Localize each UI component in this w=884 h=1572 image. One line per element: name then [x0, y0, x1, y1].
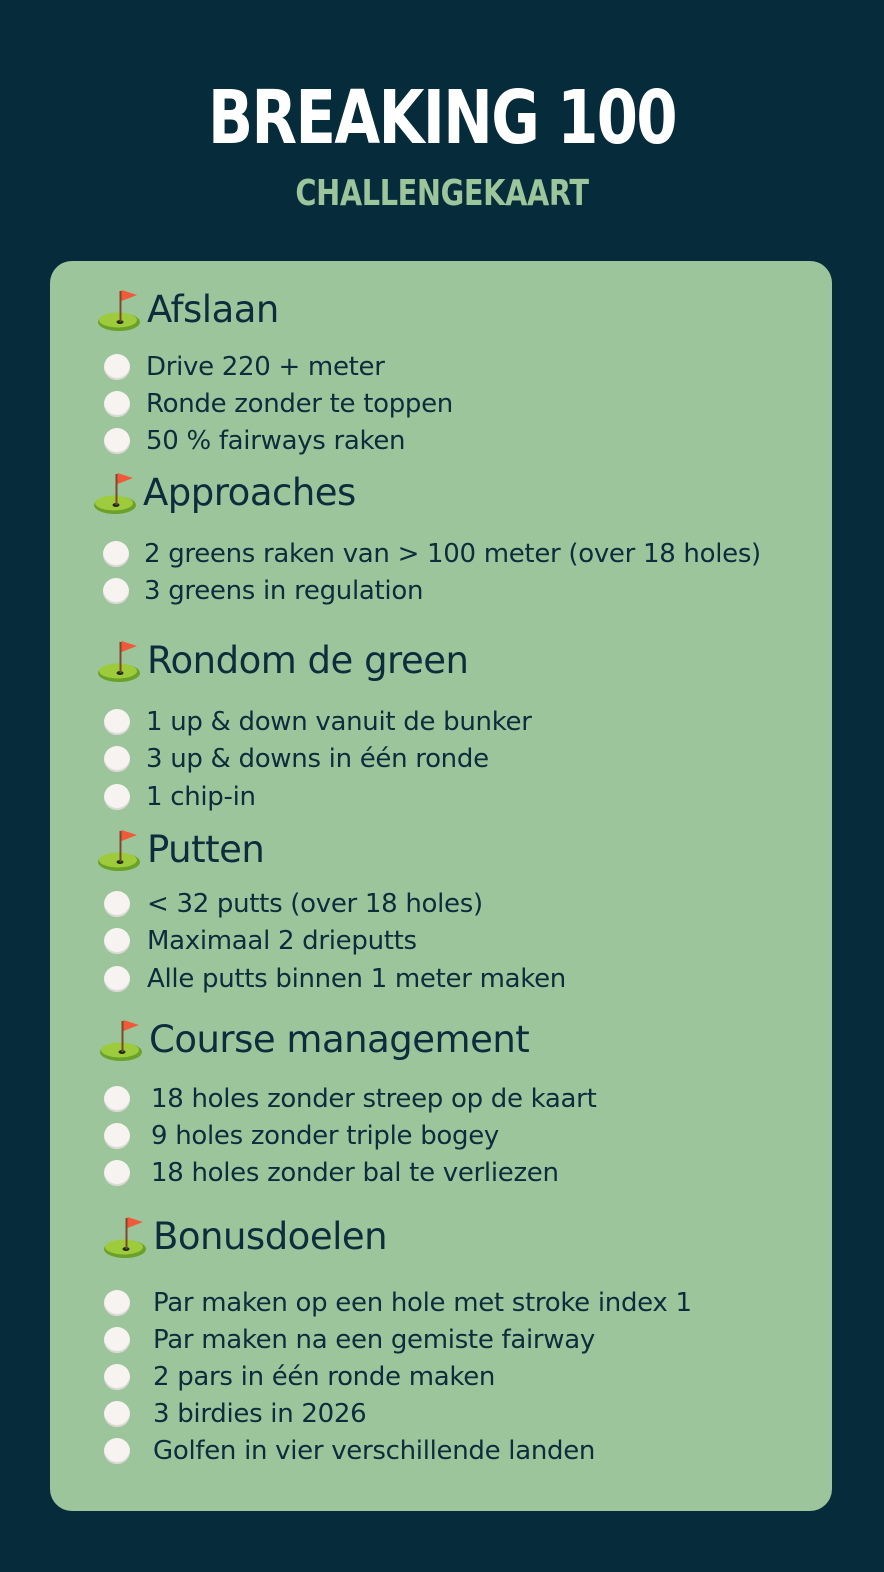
checkbox-circle-icon[interactable]: [104, 391, 130, 417]
section-title: Bonusdoelen: [153, 1215, 388, 1258]
checkbox-circle-icon[interactable]: [104, 709, 130, 735]
checkbox-circle-icon[interactable]: [104, 1123, 130, 1149]
checkbox-circle-icon[interactable]: [104, 928, 130, 954]
checklist-item-label: 9 holes zonder triple bogey: [151, 1121, 500, 1151]
golf-flag-icon: [96, 285, 146, 335]
checkbox-circle-icon[interactable]: [104, 1438, 130, 1464]
checklist-item-label: Par maken op een hole met stroke index 1: [153, 1288, 692, 1318]
checklist-item[interactable]: [104, 1359, 495, 1395]
page-title: BREAKING 100: [208, 75, 676, 161]
checkbox-circle-icon[interactable]: [104, 1364, 130, 1390]
checklist-item[interactable]: [104, 779, 256, 815]
checklist-item[interactable]: [104, 1433, 595, 1469]
golf-flag-icon: [96, 636, 146, 686]
checklist-item[interactable]: [104, 386, 453, 422]
checklist-item-label: 3 greens in regulation: [144, 576, 424, 606]
checklist-item[interactable]: [104, 349, 385, 385]
checklist-item-label: 2 pars in één ronde maken: [153, 1362, 496, 1392]
checkbox-circle-icon[interactable]: [104, 1086, 130, 1112]
checkbox-circle-icon[interactable]: [104, 966, 130, 992]
checklist-item[interactable]: [104, 961, 566, 997]
checklist-item[interactable]: [104, 1081, 596, 1117]
checklist-item-label: Par maken na een gemiste fairway: [153, 1325, 595, 1355]
section-header-rondom-de-green: [96, 636, 468, 686]
section-title: Course management: [149, 1018, 530, 1061]
checkbox-circle-icon[interactable]: [104, 428, 130, 454]
page-subtitle: CHALLENGEKAART: [295, 173, 589, 214]
checkbox-circle-icon[interactable]: [104, 1327, 130, 1353]
checklist-item-label: 18 holes zonder bal te verliezen: [151, 1158, 559, 1188]
checklist-item[interactable]: [104, 423, 405, 459]
checklist-item-label: Drive 220 + meter: [146, 352, 385, 382]
section-header-course-management: [98, 1015, 529, 1065]
section-header-putten: [96, 825, 264, 875]
golf-flag-icon: [96, 825, 146, 875]
checklist-item[interactable]: [104, 923, 417, 959]
checklist-item[interactable]: [104, 741, 489, 777]
checkbox-circle-icon[interactable]: [104, 784, 130, 810]
checklist-item[interactable]: [104, 1285, 692, 1321]
section-header-approaches: [92, 468, 356, 518]
section-title: Putten: [147, 828, 265, 871]
checklist-item-label: 50 % fairways raken: [146, 426, 406, 456]
checklist-item[interactable]: [104, 1155, 559, 1191]
section-title: Approaches: [143, 471, 356, 514]
golf-flag-icon: [102, 1212, 152, 1262]
checklist-item-label: 1 chip-in: [146, 782, 256, 812]
checklist-item[interactable]: [104, 1322, 595, 1358]
checklist-item-label: < 32 putts (over 18 holes): [147, 889, 483, 919]
checklist-item-label: 2 greens raken van > 100 meter (over 18 holes): [144, 539, 761, 569]
checklist-item[interactable]: [103, 536, 761, 572]
checklist-item-label: Ronde zonder te toppen: [146, 389, 453, 419]
checkbox-circle-icon[interactable]: [103, 541, 129, 567]
checklist-item-label: Alle putts binnen 1 meter maken: [147, 964, 566, 994]
section-title: Rondom de green: [147, 639, 469, 682]
checkbox-circle-icon[interactable]: [103, 578, 129, 604]
checklist-item[interactable]: [104, 886, 483, 922]
checklist-item-label: Golfen in vier verschillende landen: [153, 1436, 596, 1466]
checkbox-circle-icon[interactable]: [104, 746, 130, 772]
section-header-bonusdoelen: [102, 1212, 387, 1262]
checkbox-circle-icon[interactable]: [104, 1401, 130, 1427]
checkbox-circle-icon[interactable]: [104, 1290, 130, 1316]
checkbox-circle-icon[interactable]: [104, 891, 130, 917]
golf-flag-icon: [98, 1015, 148, 1065]
checklist-item-label: 3 up & downs in één ronde: [146, 744, 489, 774]
checklist-item-label: 18 holes zonder streep op de kaart: [151, 1084, 597, 1114]
golf-flag-icon: [92, 468, 142, 518]
checklist-item[interactable]: [104, 1396, 366, 1432]
checklist-item-label: Maximaal 2 drieputts: [147, 926, 417, 956]
checklist-item[interactable]: [104, 1118, 499, 1154]
section-header-afslaan: [96, 285, 279, 335]
checkbox-circle-icon[interactable]: [104, 354, 130, 380]
checklist-item-label: 3 birdies in 2026: [153, 1399, 367, 1429]
section-title: Afslaan: [147, 288, 279, 331]
checkbox-circle-icon[interactable]: [104, 1160, 130, 1186]
checklist-item-label: 1 up & down vanuit de bunker: [146, 707, 532, 737]
checklist-item[interactable]: [104, 704, 532, 740]
checklist-item[interactable]: [103, 573, 423, 609]
